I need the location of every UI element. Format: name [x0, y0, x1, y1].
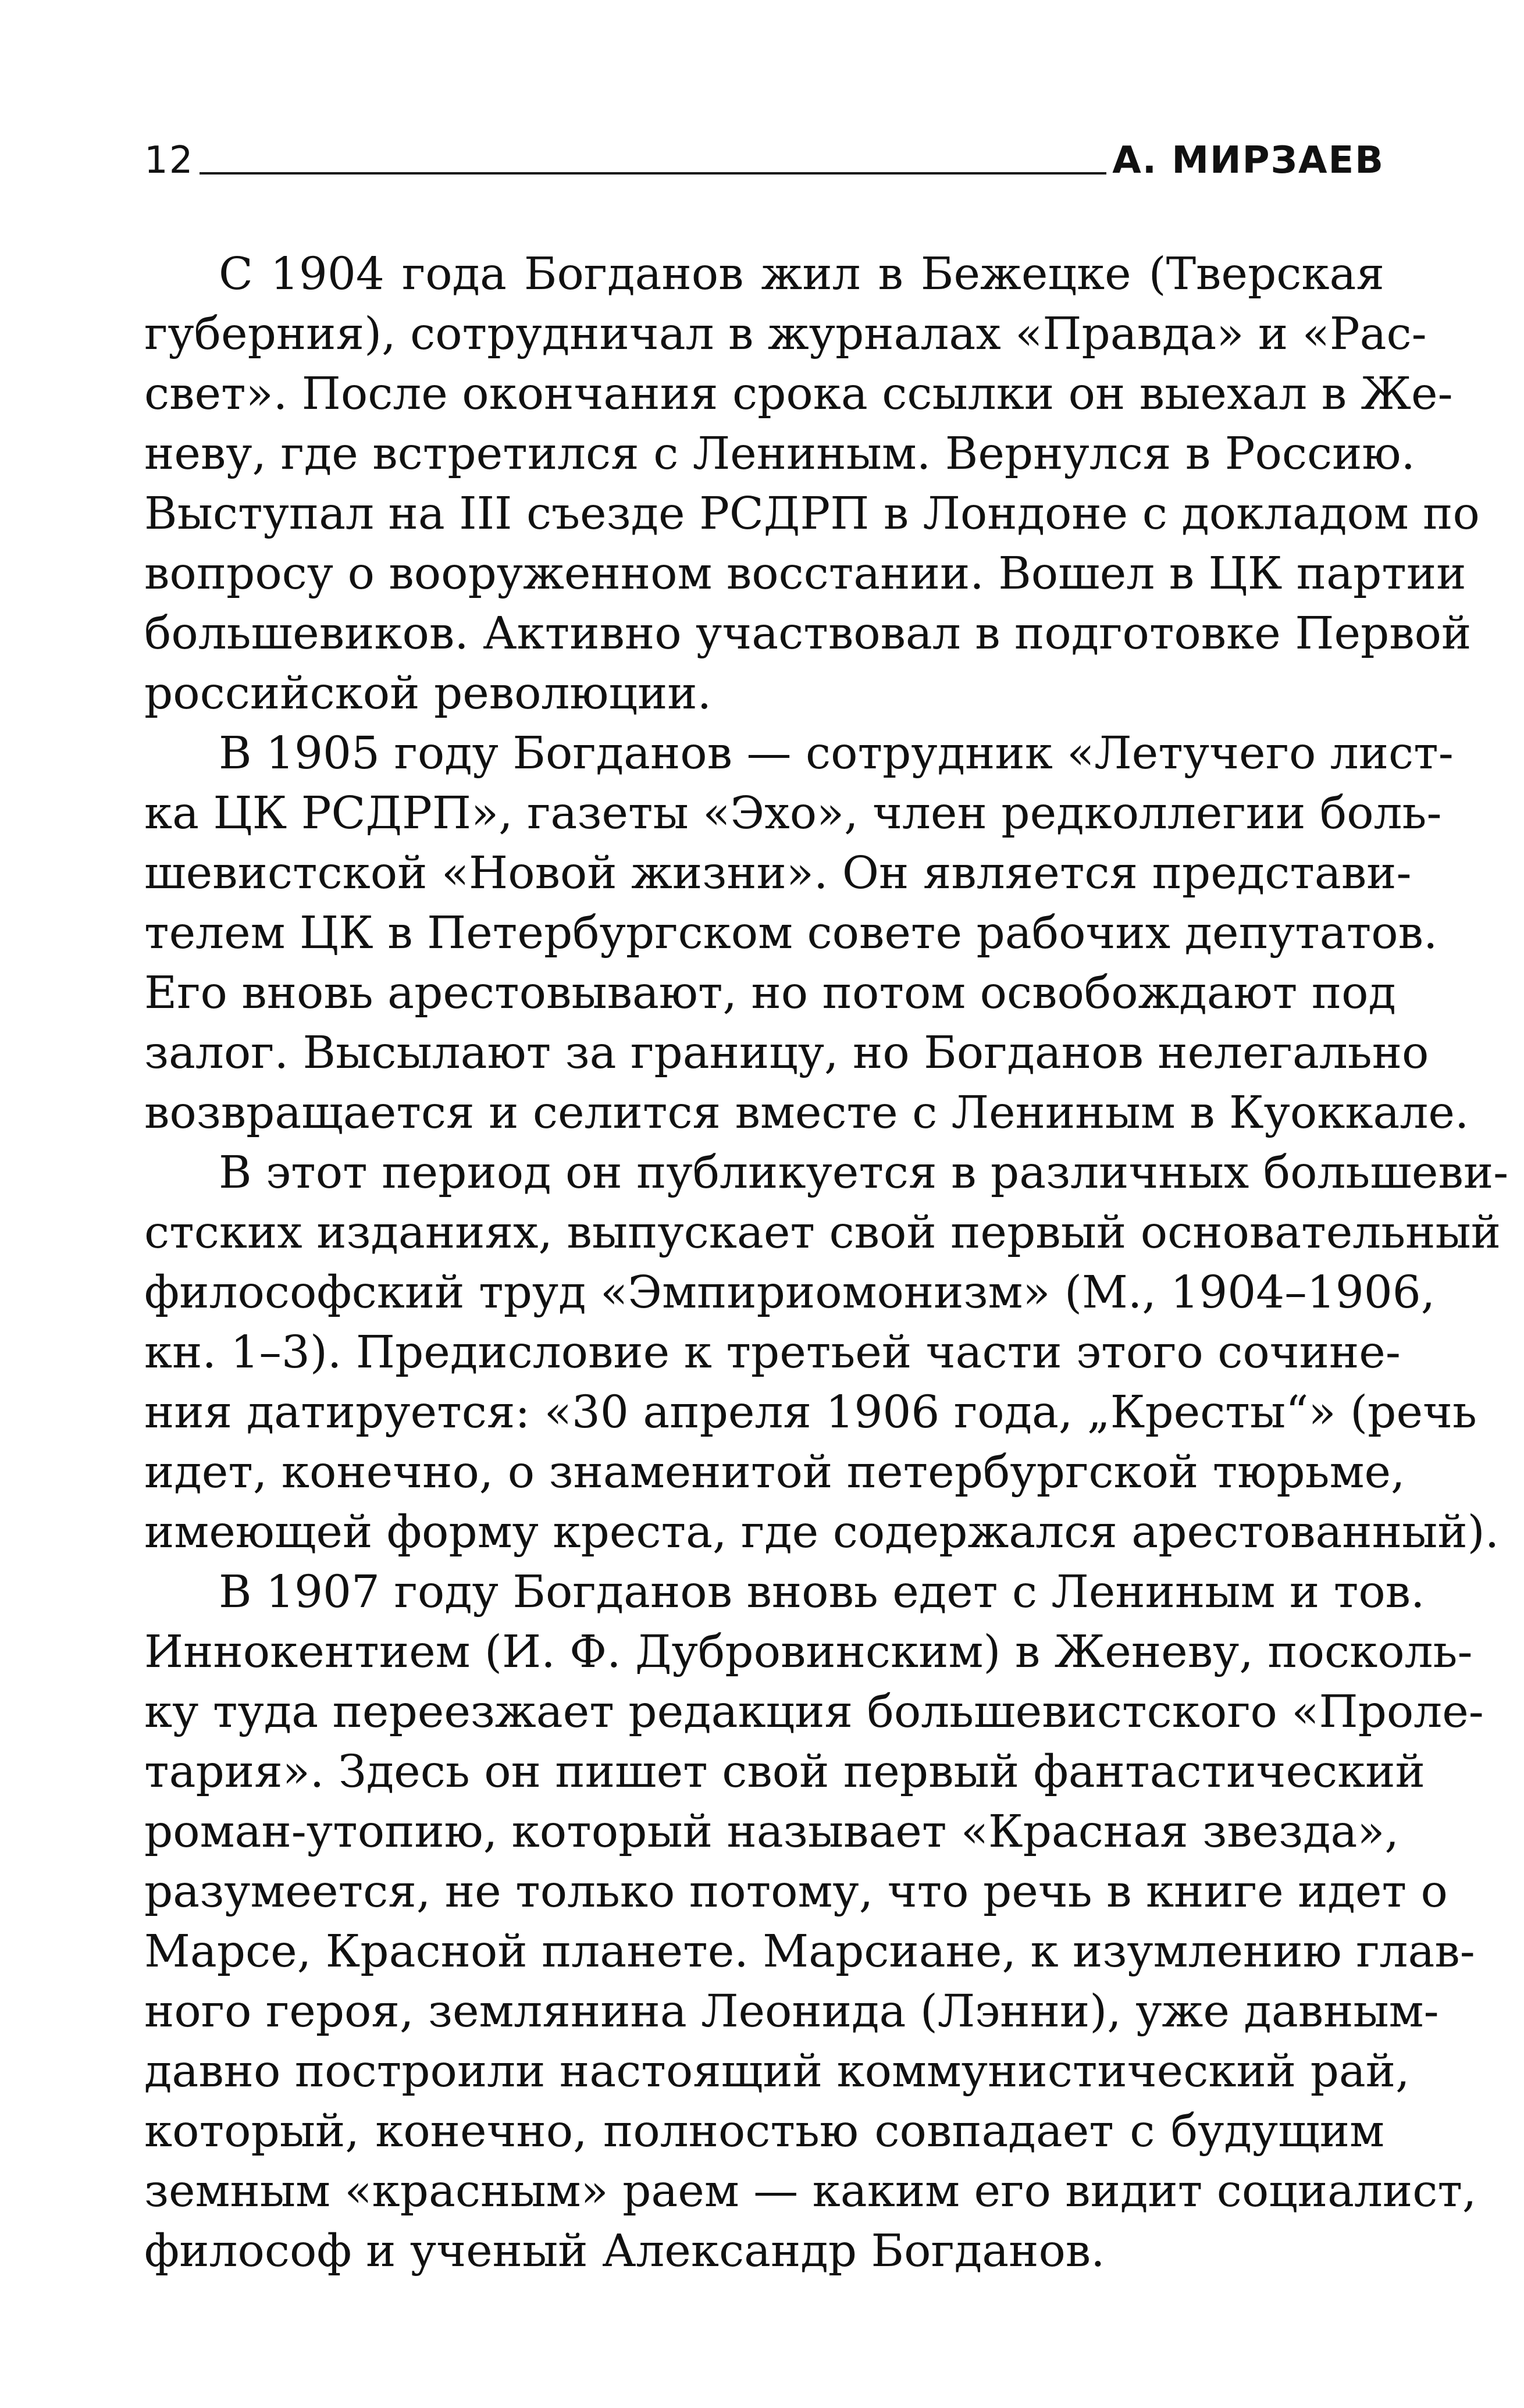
text-line: философ и ученый Александр Богданов.: [144, 2225, 1105, 2277]
text-line: телем ЦК в Петербургском совете рабочих депутатов.: [144, 907, 1438, 959]
text-line: ния датируется: «30 апреля 1906 года, „Кресты“» (речь: [144, 1387, 1477, 1438]
text-line: роман-утопию, который называет «Красная звезда»,: [144, 1806, 1400, 1858]
text-line: С 1904 года Богданов жил в Бежецке (Тверская: [219, 248, 1384, 300]
text-line: шевистской «Новой жизни». Он является представи-: [144, 847, 1412, 899]
text-line: давно построили настоящий коммунистический рай,: [144, 2046, 1410, 2097]
text-line: Его вновь арестовывают, но потом освобождают под: [144, 967, 1396, 1019]
page-number: 12: [144, 139, 194, 182]
text-line: тария». Здесь он пишет свой первый фантастический: [144, 1746, 1425, 1798]
text-line: губерния), сотрудничал в журналах «Правда» и «Рас-: [144, 308, 1427, 360]
paragraph-2: [144, 724, 1469, 1143]
text-line: Иннокентием (И. Ф. Дубровинским) в Женеву, посколь-: [144, 1626, 1473, 1678]
text-line: российской революции.: [144, 668, 712, 719]
author-name: А. МИРЗАЕВ: [1112, 139, 1384, 182]
text-line: идет, конечно, о знаменитой петербургской тюрьме,: [144, 1447, 1405, 1498]
text-line: возвращается и селится вместе с Лениным в Куоккале.: [144, 1087, 1469, 1139]
text-line: стских изданиях, выпускает свой первый основательный: [144, 1207, 1501, 1259]
text-line: В 1905 году Богданов — сотрудник «Летучего лист-: [219, 728, 1454, 779]
text-line: В 1907 году Богданов вновь едет с Лениным и тов.: [219, 1566, 1425, 1618]
body-text: [144, 244, 1509, 2281]
text-line: В этот период он публикуется в различных большеви-: [219, 1147, 1509, 1199]
text-line: залог. Высылают за границу, но Богданов нелегально: [144, 1027, 1429, 1079]
text-line: ка ЦК РСДРП», газеты «Эхо», член редколлегии боль-: [144, 788, 1442, 839]
text-line: философский труд «Эмпириомонизм» (М., 1904–1906,: [144, 1267, 1436, 1319]
paragraph-1: [144, 244, 1480, 724]
text-line: который, конечно, полностью совпадает с будущим: [144, 2106, 1384, 2157]
text-line: земным «красным» раем — каким его видит социалист,: [144, 2165, 1477, 2217]
text-line: вопросу о вооруженном восстании. Вошел в ЦК партии: [144, 548, 1466, 600]
paragraph-3: [144, 1143, 1509, 1562]
running-header: [144, 127, 1384, 182]
text-line: разумеется, не только потому, что речь в книге идет о: [144, 1866, 1448, 1918]
text-line: большевиков. Активно участвовал в подготовке Первой: [144, 608, 1472, 660]
text-line: ного героя, землянина Леонида (Лэнни), уже давным-: [144, 1986, 1439, 2037]
paragraph-4: [144, 1562, 1484, 2281]
text-line: свет». После окончания срока ссылки он выехал в Же-: [144, 368, 1453, 420]
text-line: Выступал на III съезде РСДРП в Лондоне с докладом по: [144, 488, 1480, 540]
text-line: неву, где встретился с Лениным. Вернулся в Россию.: [144, 428, 1415, 480]
text-line: Марсе, Красной планете. Марсиане, к изумлению глав-: [144, 1926, 1475, 1978]
header-rule: [200, 172, 1106, 174]
text-line: ку туда переезжает редакция большевистского «Проле-: [144, 1686, 1484, 1738]
text-line: кн. 1–3). Предисловие к третьей части этого сочине-: [144, 1327, 1401, 1378]
text-line: имеющей форму креста, где содержался арестованный).: [144, 1506, 1500, 1558]
